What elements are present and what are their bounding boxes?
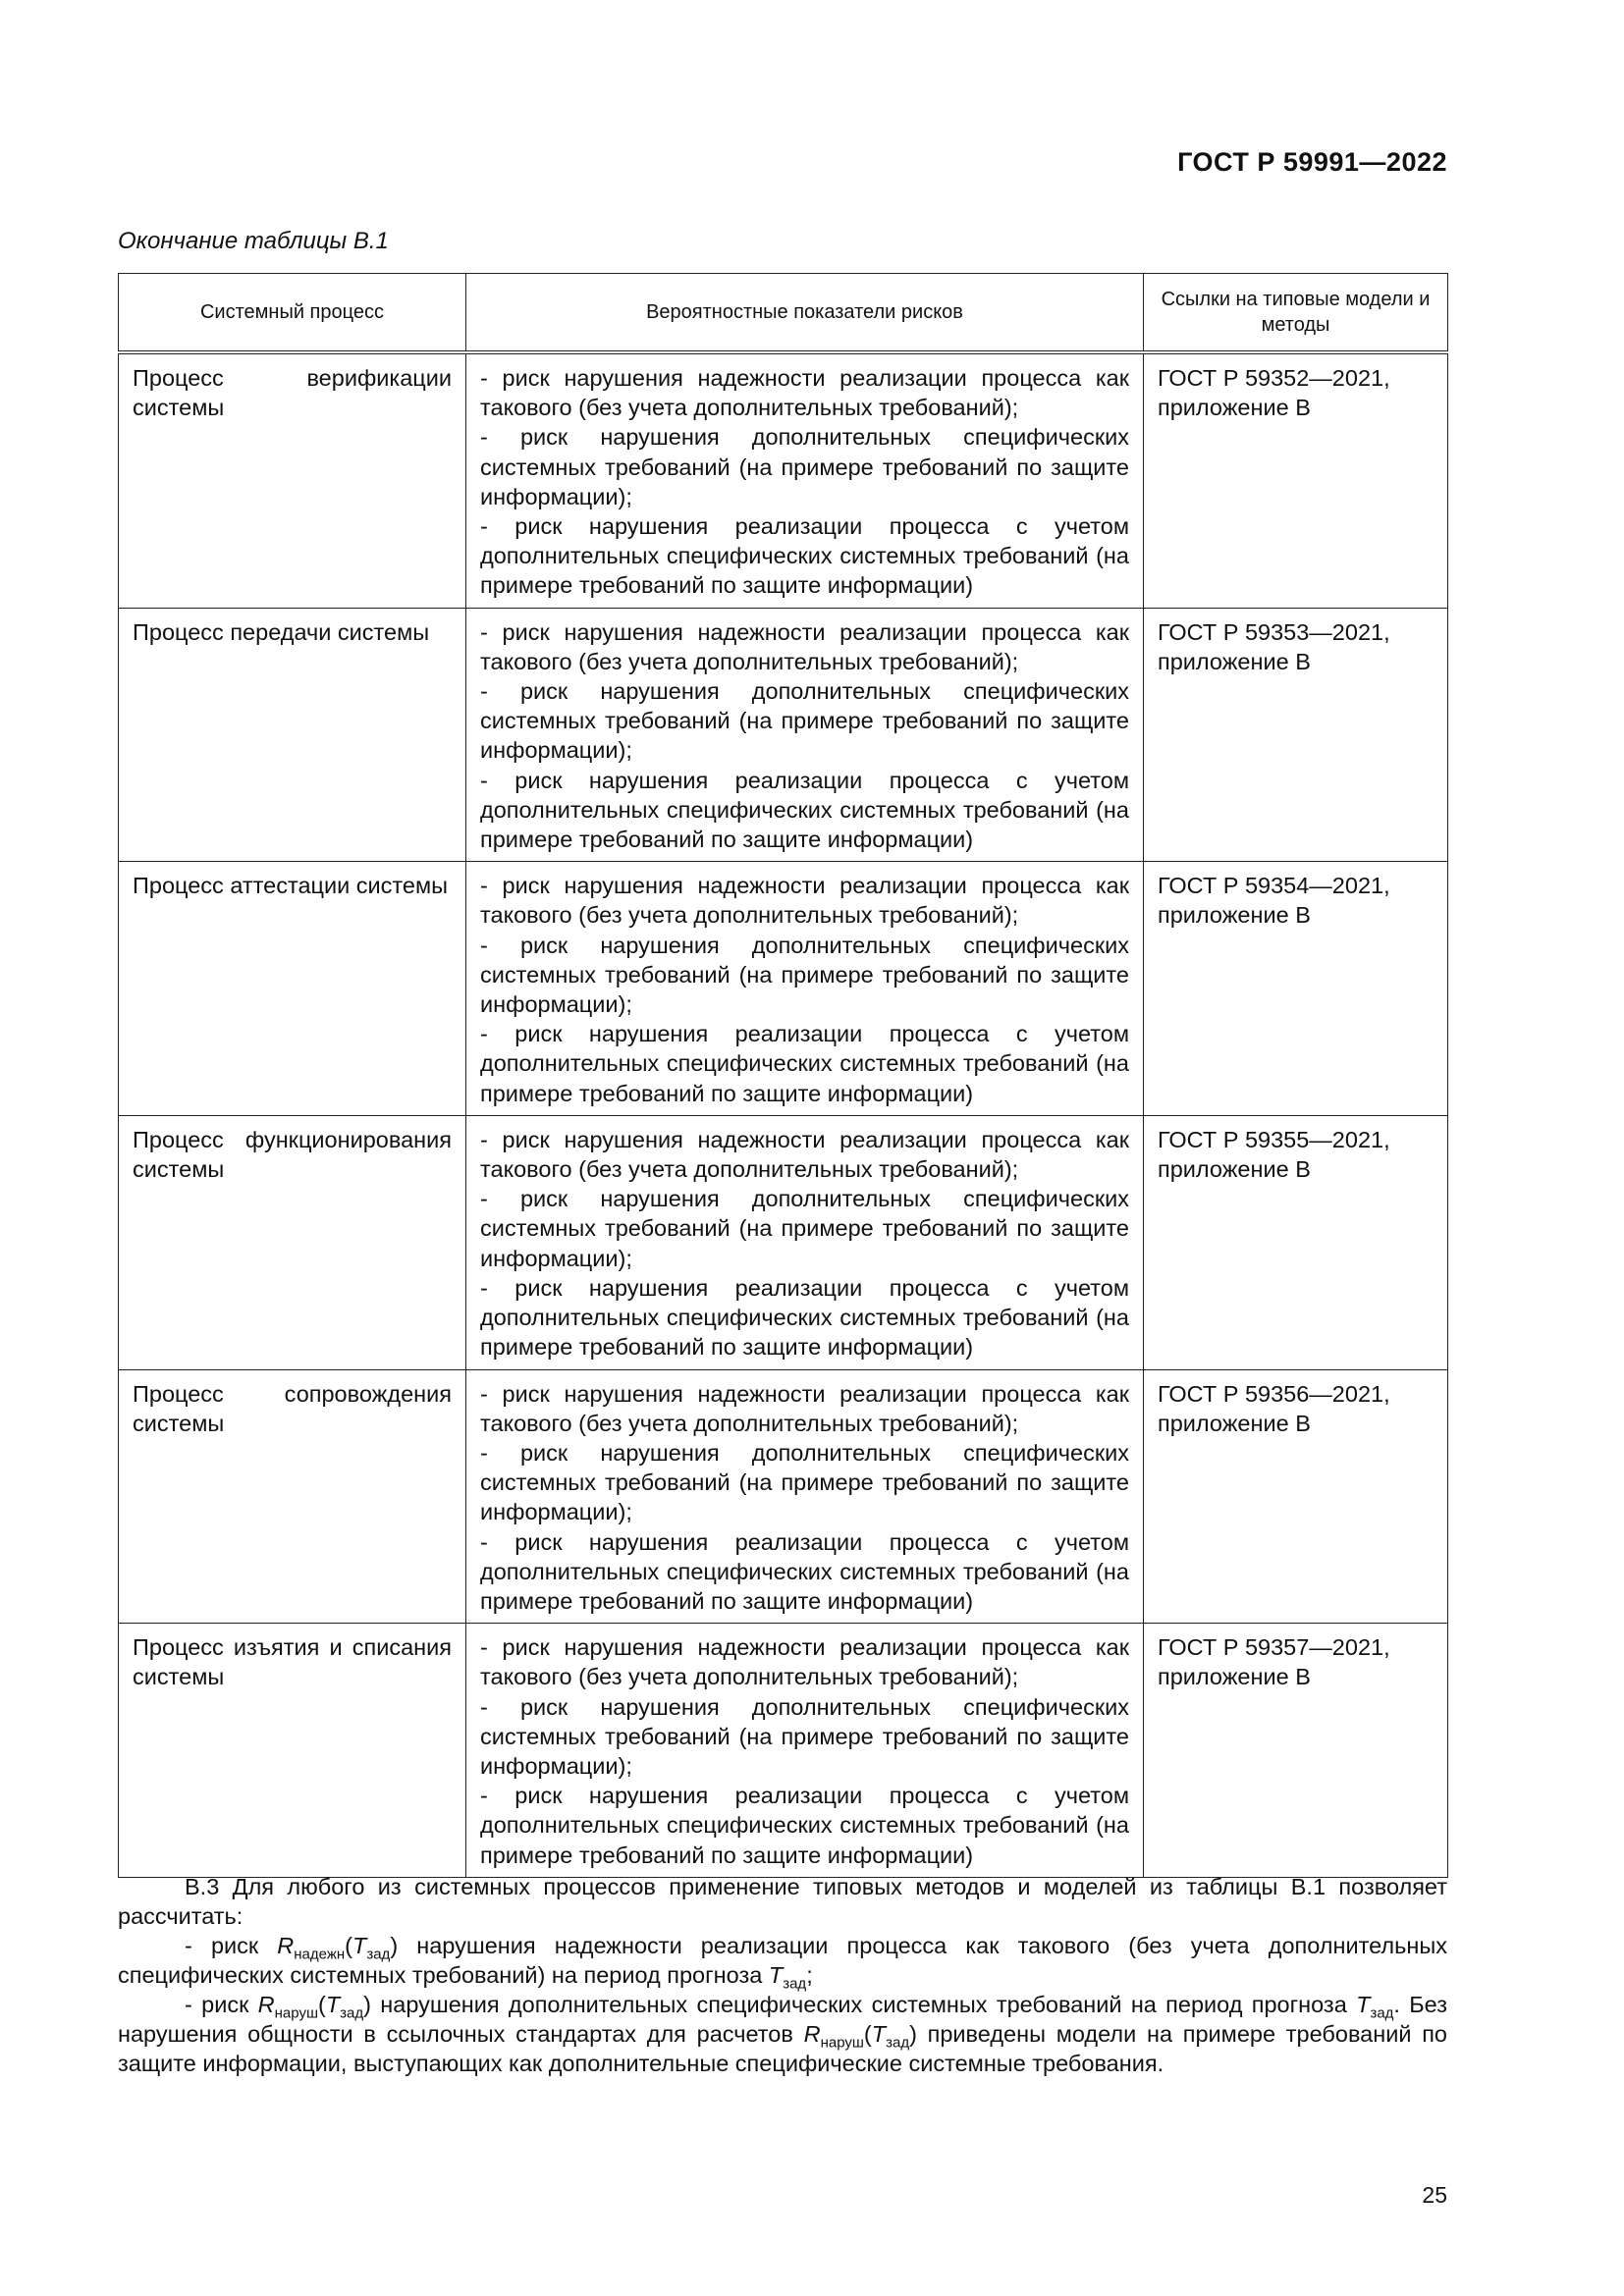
- table-row: [119, 352, 1448, 608]
- reference-annex: приложение В: [1158, 1156, 1311, 1183]
- column-header-process: Системный процесс: [119, 274, 466, 353]
- risk-item: - риск нарушения дополнительных специфических системных требований (на примере требований по защите информации);: [480, 678, 1129, 764]
- risk-item: - риск нарушения надежности реализации процесса как такового (без учета дополнительных требований);: [480, 1634, 1129, 1690]
- risks-cell: [466, 608, 1144, 862]
- column-header-references: Ссылки на типовые модели и методы: [1144, 274, 1448, 353]
- risk-item: - риск нарушения надежности реализации процесса как такового (без учета дополнительных требований);: [480, 618, 1129, 674]
- risks-cell: [466, 1369, 1144, 1624]
- reference-annex: приложение В: [1158, 1410, 1311, 1436]
- process-cell: Процесс передачи системы: [119, 608, 466, 862]
- reference-cell: [1144, 862, 1448, 1116]
- reference-annex: приложение В: [1158, 648, 1311, 674]
- risk-item: - риск нарушения надежности реализации процесса как такового (без учета дополнительных требований);: [480, 365, 1129, 421]
- reference-cell: [1144, 1369, 1448, 1624]
- paragraph-risk-violation: - риск $R_{наруш}(T_{зад})$ нарушения дополнительных специфических системных требований на период прогноза $T_{зад}$. Без нарушения общности в ссылочных стандартах для расчетов $R_{наруш}(T_{зад})$ приведены модели на примере требований по защите информации, выступающих как дополнительные специфические системные требования.: [118, 1992, 1447, 2076]
- paragraph-b3: В.3 Для любого из системных процессов применение типовых методов и моделей из таблицы В.1 позволяет рассчитать:: [118, 1874, 1447, 1929]
- risk-item: - риск нарушения реализации процесса с учетом дополнительных специфических системных требований (на примере требований по защите информации): [480, 767, 1129, 853]
- reference-cell: [1144, 608, 1448, 862]
- risk-item: - риск нарушения реализации процесса с учетом дополнительных специфических системных требований (на примере требований по защите информации): [480, 1274, 1129, 1361]
- reference-annex: приложение В: [1158, 395, 1311, 421]
- reference-standard: ГОСТ Р 59353—2021,: [1158, 618, 1390, 645]
- risk-indicators-table: [118, 273, 1448, 1878]
- reference-standard: ГОСТ Р 59352—2021,: [1158, 365, 1390, 391]
- column-header-risks: Вероятностные показатели рисков: [466, 274, 1144, 353]
- risk-item: - риск нарушения реализации процесса с учетом дополнительных специфических системных требований (на примере требований по защите информации): [480, 1783, 1129, 1868]
- table-body: [119, 352, 1448, 1877]
- risks-cell: [466, 862, 1144, 1116]
- process-cell: Процесс сопровождения системы: [119, 1369, 466, 1624]
- risks-cell: [466, 1115, 1144, 1369]
- risk-item: - риск нарушения реализации процесса с учетом дополнительных специфических системных требований (на примере требований по защите информации): [480, 513, 1129, 599]
- risk-item: - риск нарушения реализации процесса с учетом дополнительных специфических системных требований (на примере требований по защите информации): [480, 1021, 1129, 1106]
- paragraph-risk-reliability: - риск $R_{надежн}(T_{зад})$ нарушения надежности реализации процесса как такового (без учета дополнительных специфических системных требований) на период прогноза $T_{зад}$;: [118, 1933, 1447, 1993]
- risk-item: - риск нарушения реализации процесса с учетом дополнительных специфических системных требований (на примере требований по защите информации): [480, 1528, 1129, 1614]
- standard-designation: ГОСТ Р 59991—2022: [1177, 147, 1447, 177]
- table-caption: Окончание таблицы В.1: [118, 228, 389, 254]
- risk-item: - риск нарушения дополнительных специфических системных требований (на примере требований по защите информации);: [480, 932, 1129, 1018]
- reference-annex: приложение В: [1158, 902, 1311, 929]
- table-row: [119, 1369, 1448, 1624]
- risk-item: - риск нарушения надежности реализации процесса как такового (без учета дополнительных требований);: [480, 1126, 1129, 1183]
- reference-cell: [1144, 352, 1448, 608]
- table-row: [119, 862, 1448, 1116]
- risk-item: - риск нарушения надежности реализации процесса как такового (без учета дополнительных требований);: [480, 1380, 1129, 1436]
- table-row: [119, 608, 1448, 862]
- process-cell: Процесс верификации системы: [119, 352, 466, 608]
- reference-standard: ГОСТ Р 59354—2021,: [1158, 873, 1390, 899]
- reference-standard: ГОСТ Р 59355—2021,: [1158, 1126, 1390, 1152]
- reference-standard: ГОСТ Р 59357—2021,: [1158, 1634, 1390, 1661]
- reference-annex: приложение В: [1158, 1664, 1311, 1690]
- table-row: [119, 1115, 1448, 1369]
- risks-cell: [466, 1624, 1144, 1878]
- risks-cell: [466, 352, 1144, 608]
- risk-item: - риск нарушения дополнительных специфических системных требований (на примере требований по защите информации);: [480, 1693, 1129, 1779]
- process-cell: Процесс аттестации системы: [119, 862, 466, 1116]
- reference-cell: [1144, 1624, 1448, 1878]
- process-cell: Процесс изъятия и списания системы: [119, 1624, 466, 1878]
- risk-item: - риск нарушения дополнительных специфических системных требований (на примере требований по защите информации);: [480, 424, 1129, 509]
- table-row: [119, 1624, 1448, 1878]
- reference-cell: [1144, 1115, 1448, 1369]
- reference-standard: ГОСТ Р 59356—2021,: [1158, 1380, 1390, 1407]
- risk-item: - риск нарушения надежности реализации процесса как такового (без учета дополнительных требований);: [480, 873, 1129, 929]
- table-header-row: [119, 274, 1448, 353]
- process-cell: Процесс функционирования системы: [119, 1115, 466, 1369]
- risk-item: - риск нарушения дополнительных специфических системных требований (на примере требований по защите информации);: [480, 1186, 1129, 1271]
- risk-item: - риск нарушения дополнительных специфических системных требований (на примере требований по защите информации);: [480, 1439, 1129, 1525]
- page-number: 25: [1422, 2182, 1447, 2208]
- body-text: [118, 1872, 1447, 2078]
